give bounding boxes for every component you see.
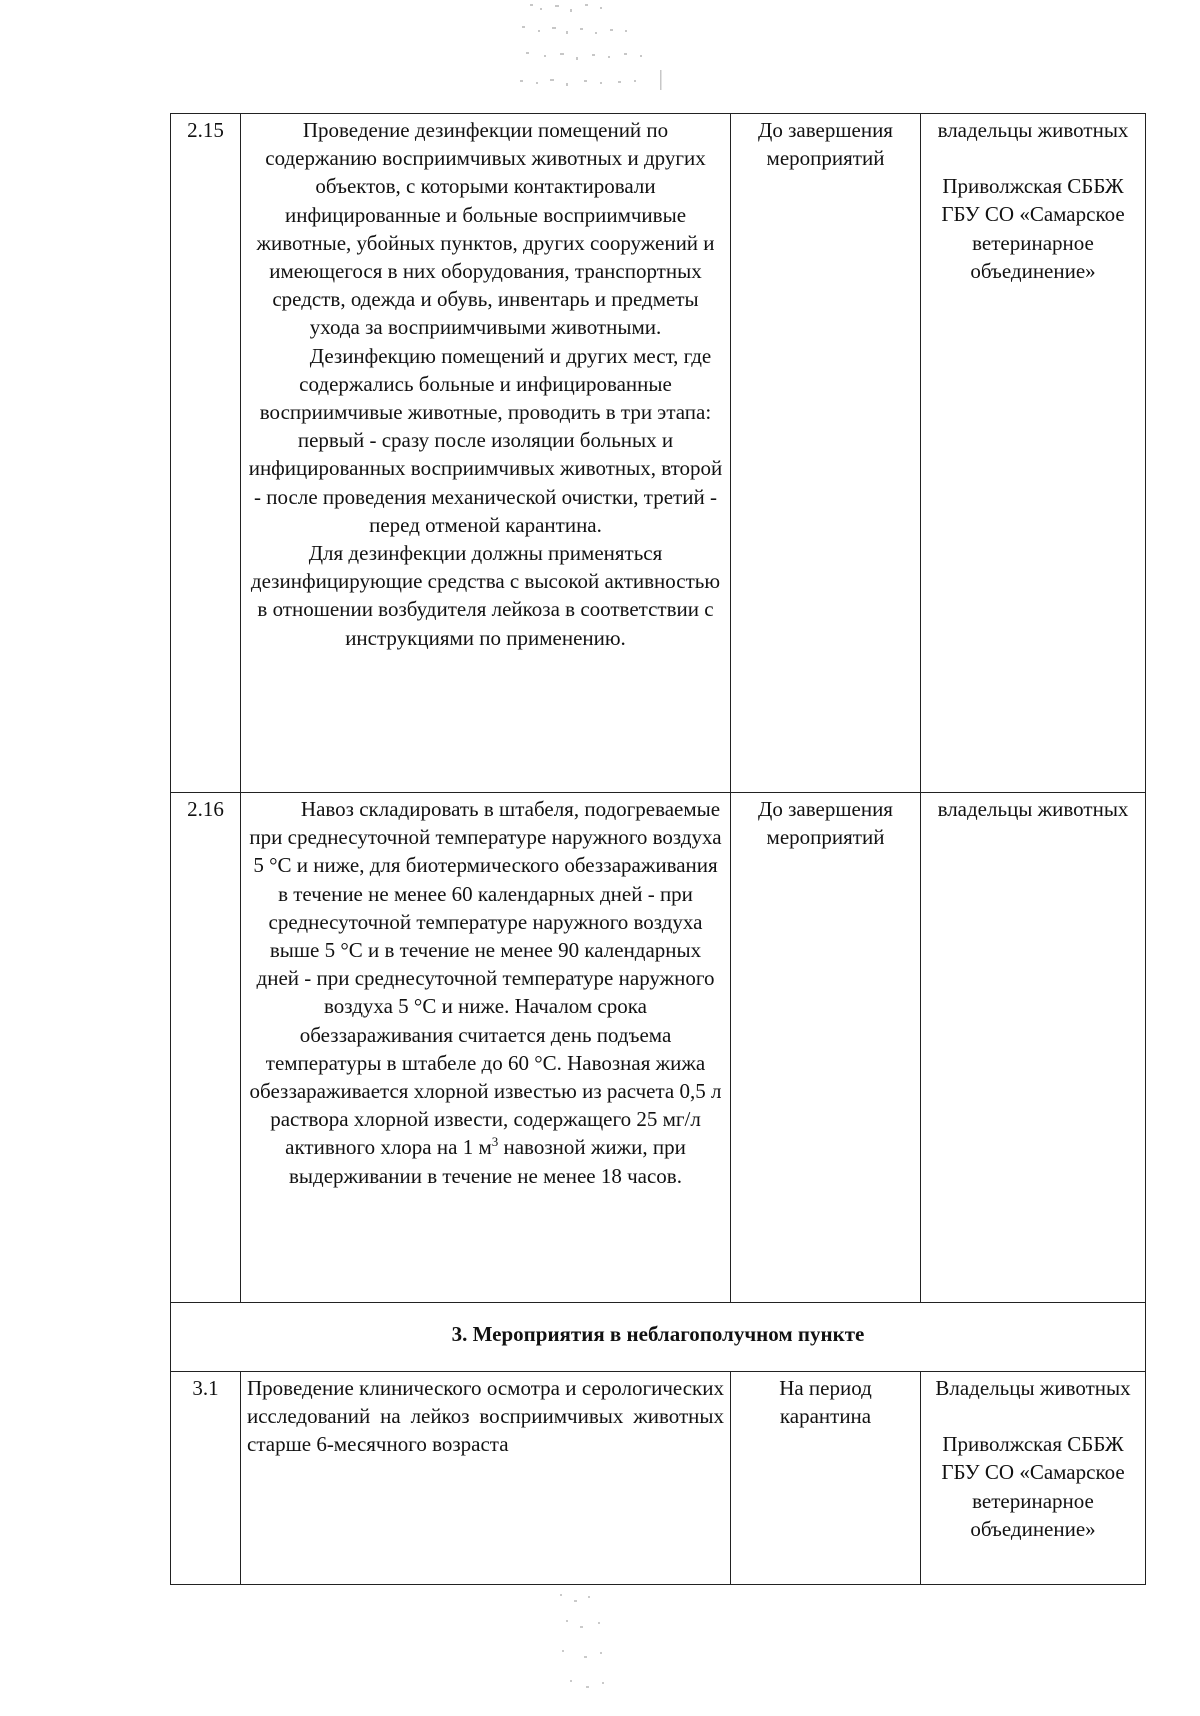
measures-table xyxy=(170,113,1146,1585)
scan-speckle xyxy=(540,1590,640,1710)
action-text: навозной жижи, при выдерживании в течение не менее 18 часов. xyxy=(289,1135,686,1188)
responsible-entry: Приволжская СББЖ ГБУ СО «Самарское ветеринарное объединение» xyxy=(941,174,1125,283)
action-paragraph: Дезинфекцию помещений и других мест, где содержались больные и инфицированные восприимчивые животные, проводить в три этапа: первый - сразу после изоляции больных и инфицированных восприимчивых животных, второй - после проведения механической очистки, третий - перед отменой карантина. xyxy=(248,343,723,537)
table-row xyxy=(171,793,1146,1303)
action-paragraph: Проведение дезинфекции помещений по содержанию восприимчивых животных и других объектов, с которыми контактировали инфицированные и больные восприимчивые животные, убойных пунктов, других сооружений и имеющегося в них оборудования, транспортных средств, одежда и обувь, инвентарь и предметы ухода за восприимчивыми животными. xyxy=(256,118,715,340)
table-row xyxy=(171,1372,1146,1585)
responsible-cell xyxy=(921,793,1146,1303)
section-heading: 3. Мероприятия в неблагополучном пункте xyxy=(171,1303,1146,1372)
action-paragraph xyxy=(247,795,724,1190)
responsible-entry: владельцы животных xyxy=(937,797,1129,821)
action-cell xyxy=(241,793,731,1303)
responsible-cell xyxy=(921,114,1146,793)
section-heading-row xyxy=(171,1303,1146,1372)
responsible-entry: владельцы животных xyxy=(937,118,1129,142)
stamp-residue xyxy=(500,0,760,95)
item-number: 2.16 xyxy=(171,793,241,1303)
term-cell: До завершения мероприятий xyxy=(731,114,921,793)
table-row xyxy=(171,114,1146,793)
term-cell: До завершения мероприятий xyxy=(731,793,921,1303)
term-cell: На период карантина xyxy=(731,1372,921,1585)
superscript: 3 xyxy=(491,1134,499,1150)
item-number: 3.1 xyxy=(171,1372,241,1585)
action-cell: Проведение клинического осмотра и серологических исследований на лейкоз восприимчивых животных старше 6-месячного возраста xyxy=(241,1372,731,1585)
action-cell xyxy=(241,114,731,793)
responsible-cell xyxy=(921,1372,1146,1585)
item-number: 2.15 xyxy=(171,114,241,793)
responsible-entry: Владельцы животных xyxy=(935,1376,1131,1400)
action-text: Навоз складировать в штабеля, подогреваемые при среднесуточной температуре наружного воздуха 5 °С и ниже, для биотермического обеззараживания в течение не менее 60 календарных дней - при среднесуточной температуре наружного воздуха выше 5 °С и в течение не менее 90 календарных дней - при среднесуточной температуре наружного воздуха 5 °С и ниже. Началом срока обеззараживания считается день подъема температуры в штабеле до 60 °С. Навозная жижа обеззараживается хлорной известью из расчета 0,5 л раствора хлорной извести, содержащего 25 мг/л активного хлора на 1 м xyxy=(249,797,722,1160)
responsible-entry: Приволжская СББЖ ГБУ СО «Самарское ветеринарное объединение» xyxy=(941,1432,1125,1541)
action-paragraph: Для дезинфекции должны применяться дезинфицирующие средства с высокой активностью в отношении возбудителя лейкоза в соответствии с инструкциями по применению. xyxy=(250,541,721,650)
